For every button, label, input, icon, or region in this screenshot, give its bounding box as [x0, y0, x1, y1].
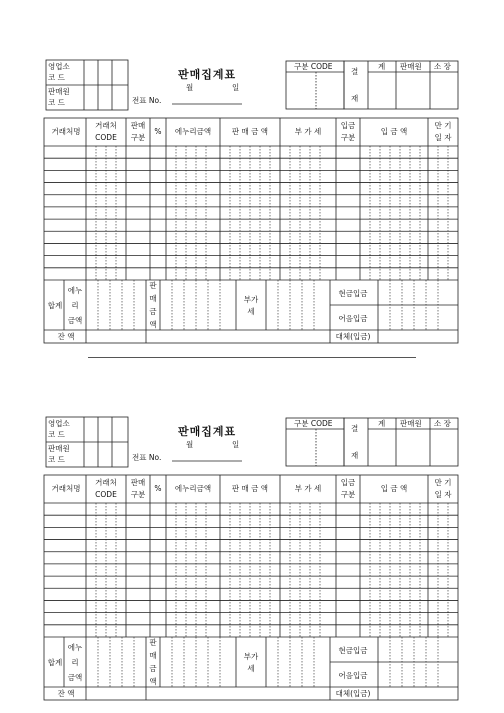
col-deposit-amount: 입 금 액	[380, 484, 408, 493]
footer-transfer: 대체(입금)	[335, 689, 371, 698]
footer-sales-2: 매	[149, 294, 157, 303]
footer-sales-1: 판	[149, 638, 157, 647]
footer-vat-1: 부가	[243, 295, 259, 304]
col-due-date-1: 만 기	[434, 478, 452, 487]
col-vat: 부 가 세	[294, 127, 322, 136]
footer-bill: 어음입금	[338, 671, 368, 680]
footer-sales-3: 금	[149, 307, 157, 316]
col-client-name: 거래처명	[51, 127, 81, 136]
branch-code-label: 코 드	[48, 73, 65, 82]
col-due-date-2: 일 자	[434, 490, 452, 499]
footer-sales-4: 액	[149, 677, 157, 686]
day-label: 일	[232, 440, 240, 449]
footer-discount-1: 에누	[67, 286, 83, 295]
approval-col-seller: 판매원	[400, 62, 422, 71]
footer-discount-2: 리	[71, 301, 79, 310]
footer-bill: 어음입금	[338, 314, 368, 323]
footer-vat-2: 세	[247, 307, 255, 316]
col-deposit-type-2: 구분	[340, 490, 356, 499]
footer-cash: 현금입금	[338, 289, 368, 298]
category-code-label: 구분 CODE	[294, 62, 333, 71]
approval-col-seller: 판매원	[400, 419, 422, 428]
col-vat: 부 가 세	[294, 484, 322, 493]
approval-label-1: 결	[351, 67, 359, 76]
footer-discount-3: 금액	[67, 316, 83, 325]
footer-discount-3: 금액	[67, 673, 83, 682]
col-sale-type-1: 판매	[130, 121, 146, 130]
footer-sales-3: 금	[149, 664, 157, 673]
col-client-code-1: 거래처	[95, 478, 117, 487]
branch-label: 영업소	[48, 62, 70, 71]
approval-col-manager: 소 장	[434, 62, 451, 71]
form-title: 판매집계표	[178, 425, 237, 438]
branch-code-label: 코 드	[48, 430, 65, 439]
footer-sales-4: 액	[149, 320, 157, 329]
footer-balance: 잔 액	[57, 332, 75, 341]
footer-balance: 잔 액	[57, 689, 75, 698]
day-label: 일	[232, 83, 240, 92]
form-title: 판매집계표	[178, 68, 237, 81]
branch-label: 영업소	[48, 419, 70, 428]
seller-label: 판매원	[48, 444, 70, 453]
approval-label-2: 재	[351, 94, 359, 103]
col-percent: %	[154, 127, 162, 136]
approval-label-1: 결	[351, 424, 359, 433]
voucher-no-label: 전표 No.	[132, 453, 162, 462]
approval-col-total: 계	[378, 62, 386, 71]
footer-total: 합계	[47, 301, 63, 310]
col-price-amount: 에누리금액	[174, 484, 212, 493]
seller-code-label: 코 드	[48, 98, 65, 107]
footer-sales-2: 매	[149, 651, 157, 660]
col-client-code-2: CODE	[95, 490, 117, 499]
col-sale-type-1: 판매	[130, 478, 146, 487]
footer-sales-1: 판	[149, 281, 157, 290]
col-client-code-2: CODE	[95, 133, 117, 142]
voucher-no-label: 전표 No.	[132, 96, 162, 105]
footer-vat-1: 부가	[243, 652, 259, 661]
col-sale-type-2: 구분	[130, 490, 146, 499]
month-label: 월	[186, 83, 194, 92]
footer-discount-1: 에누	[67, 643, 83, 652]
category-code-label: 구분 CODE	[294, 419, 333, 428]
approval-col-manager: 소 장	[434, 419, 451, 428]
col-deposit-type-1: 입금	[340, 121, 356, 130]
col-due-date-2: 일 자	[434, 133, 452, 142]
col-deposit-type-2: 구분	[340, 133, 356, 142]
col-deposit-amount: 입 금 액	[380, 127, 408, 136]
col-sale-type-2: 구분	[130, 133, 146, 142]
col-sales-amount: 판 매 금 액	[231, 484, 269, 493]
col-percent: %	[154, 484, 162, 493]
col-sales-amount: 판 매 금 액	[231, 127, 269, 136]
footer-cash: 현금입금	[338, 646, 368, 655]
col-price-amount: 에누리금액	[174, 127, 212, 136]
col-client-code-1: 거래처	[95, 121, 117, 130]
approval-label-2: 재	[351, 451, 359, 460]
footer-vat-2: 세	[247, 664, 255, 673]
footer-total: 합계	[47, 658, 63, 667]
footer-discount-2: 리	[71, 658, 79, 667]
footer-transfer: 대체(입금)	[335, 332, 371, 341]
sales-summary-form-bottom	[0, 357, 504, 712]
col-deposit-type-1: 입금	[340, 478, 356, 487]
seller-label: 판매원	[48, 87, 70, 96]
approval-col-total: 계	[378, 419, 386, 428]
month-label: 월	[186, 440, 194, 449]
seller-code-label: 코 드	[48, 455, 65, 464]
col-client-name: 거래처명	[51, 484, 81, 493]
col-due-date-1: 만 기	[434, 121, 452, 130]
sales-summary-form-top	[0, 0, 504, 355]
